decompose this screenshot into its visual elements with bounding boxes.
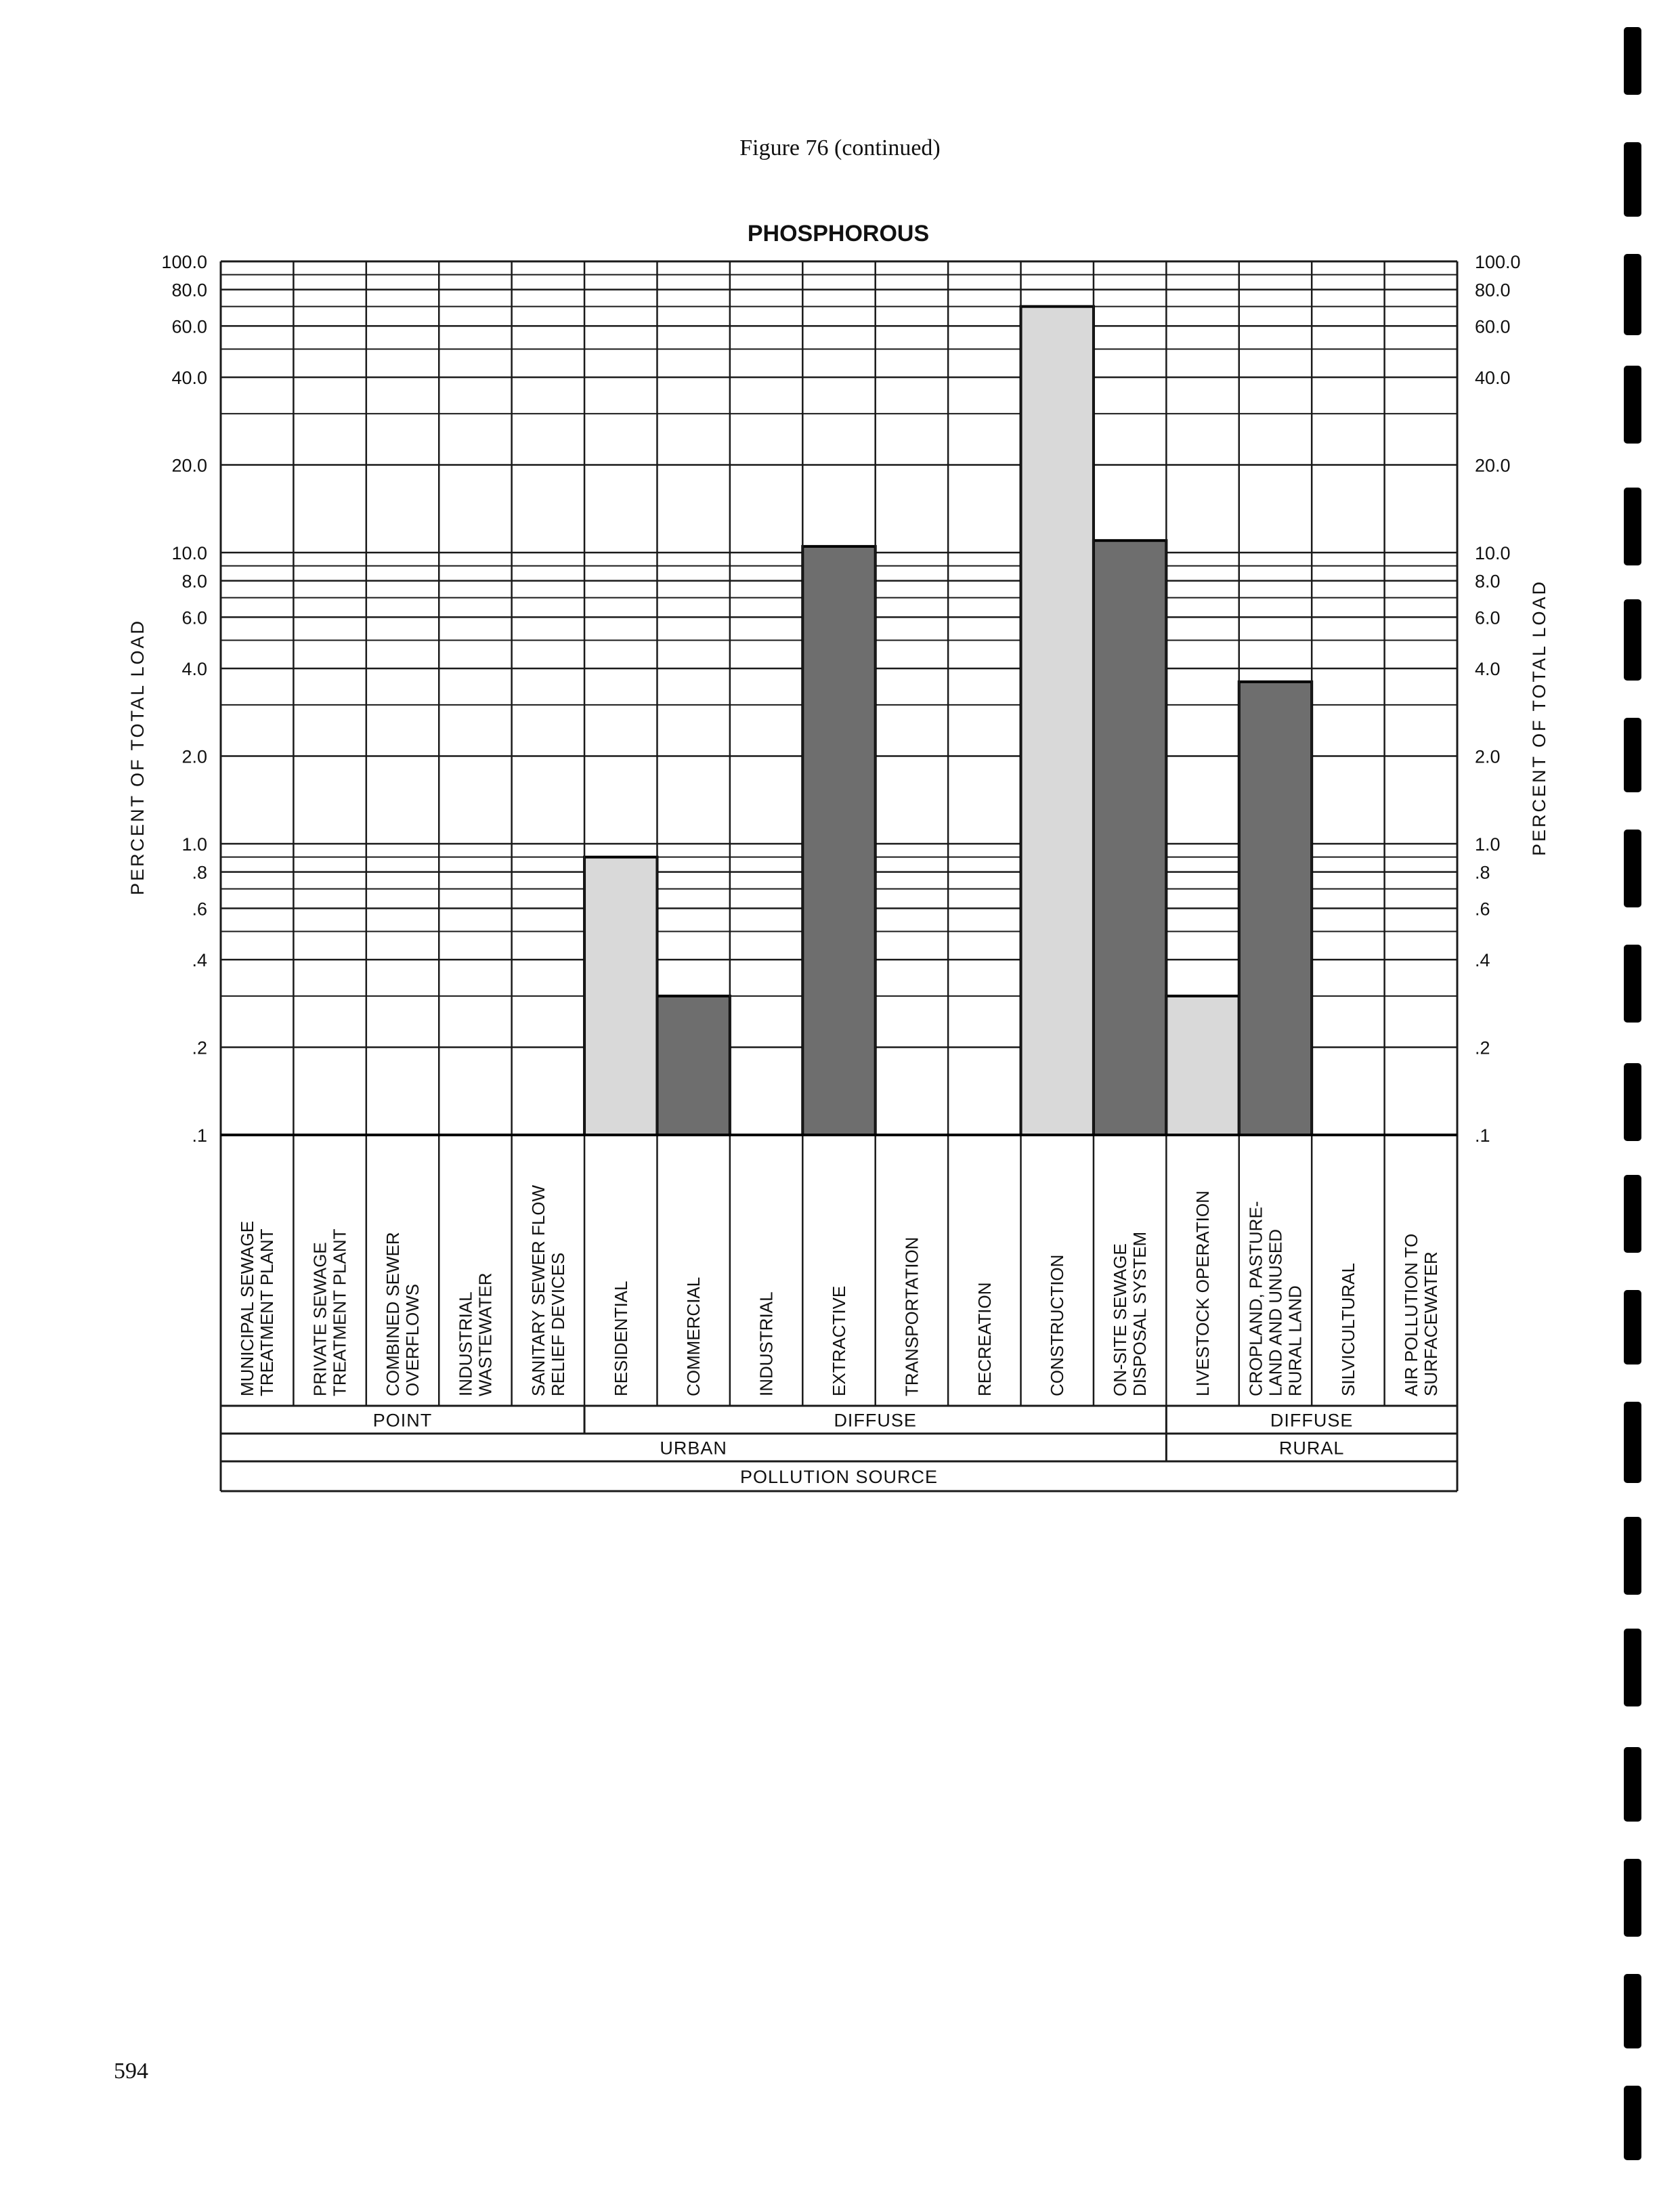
- y-tick-label-right: .4: [1475, 950, 1490, 971]
- category-label-line: DISPOSAL SYSTEM: [1129, 1231, 1150, 1396]
- y-tick-label-left: .8: [192, 862, 207, 883]
- category-label: [756, 1291, 777, 1396]
- binding-hole-mark: [1624, 27, 1641, 95]
- binding-hole-mark: [1624, 1517, 1641, 1595]
- y-tick-label-left: 1.0: [181, 834, 207, 855]
- category-label: [310, 1228, 350, 1396]
- y-tick-label-left: 60.0: [171, 316, 207, 337]
- bar-cropland-pasture-land-and-unused-rural-land: [1239, 682, 1312, 1135]
- category-label-line: LIVESTOCK OPERATION: [1192, 1190, 1213, 1396]
- category-label: [1047, 1255, 1067, 1396]
- category-label: [383, 1232, 423, 1396]
- category-label: [455, 1273, 495, 1396]
- category-label-line: EXTRACTIVE: [829, 1285, 849, 1396]
- category-label-line: PRIVATE SEWAGE: [309, 1242, 330, 1396]
- y-tick-label-left: 6.0: [181, 607, 207, 628]
- group-label: DIFFUSE: [834, 1410, 917, 1431]
- y-tick-label-right: 1.0: [1475, 834, 1501, 855]
- binding-hole-mark: [1624, 488, 1641, 565]
- category-label-line: RURAL LAND: [1285, 1285, 1306, 1396]
- category-label-line: INDUSTRIAL: [455, 1291, 476, 1396]
- category-label-line: MUNICIPAL SEWAGE: [237, 1220, 258, 1396]
- page-number: 594: [114, 2059, 148, 2084]
- category-label: [974, 1282, 995, 1396]
- y-tick-label-right: .2: [1475, 1037, 1490, 1058]
- category-label: [1110, 1232, 1150, 1396]
- category-label-line: COMBINED SEWER: [383, 1232, 404, 1396]
- y-tick-label-right: 10.0: [1475, 543, 1511, 563]
- category-label-line: SURFACEWATER: [1420, 1251, 1441, 1396]
- binding-hole-mark: [1624, 1175, 1641, 1253]
- y-axis-label-right: PERCENT OF TOTAL LOAD: [1529, 579, 1549, 857]
- y-tick-label-right: 6.0: [1475, 607, 1501, 628]
- y-tick-label-right: 20.0: [1475, 455, 1511, 476]
- category-label-line: RESIDENTIAL: [610, 1281, 631, 1396]
- y-tick-label-left: 4.0: [181, 659, 207, 680]
- group-label: RURAL: [1278, 1438, 1345, 1459]
- category-label-line: CROPLAND, PASTURE-: [1245, 1201, 1266, 1396]
- y-tick-label-right: 40.0: [1475, 368, 1511, 389]
- category-label: [901, 1237, 922, 1396]
- y-tick-label-left: 8.0: [181, 571, 207, 592]
- y-tick-label-left: 80.0: [171, 280, 207, 301]
- binding-hole-mark: [1624, 1402, 1641, 1483]
- y-tick-label-right: 60.0: [1475, 316, 1511, 337]
- binding-hole-mark: [1624, 142, 1641, 217]
- category-label-line: RELIEF DEVICES: [547, 1252, 568, 1396]
- category-label: [237, 1221, 277, 1396]
- y-tick-label-right: .1: [1475, 1125, 1490, 1146]
- group-label: URBAN: [660, 1438, 727, 1459]
- y-tick-label-left: .1: [192, 1125, 207, 1146]
- bar-on-site-sewage-disposal-system: [1094, 540, 1166, 1135]
- y-tick-label-left: .4: [192, 950, 207, 971]
- bar-commercial: [657, 996, 729, 1135]
- category-label: [1401, 1234, 1441, 1396]
- binding-hole-mark: [1624, 1063, 1641, 1141]
- bar-extractive: [802, 546, 875, 1135]
- y-tick-label-right: .6: [1475, 899, 1490, 920]
- y-tick-label-left: 40.0: [171, 368, 207, 389]
- category-label: [1338, 1263, 1358, 1396]
- group-label: DIFFUSE: [1270, 1410, 1354, 1431]
- y-tick-label-right: 100.0: [1475, 252, 1521, 272]
- category-label-line: TREATMENT PLANT: [329, 1228, 350, 1396]
- y-tick-label-left: 2.0: [181, 746, 207, 767]
- category-labels: [237, 1184, 1441, 1396]
- category-label-line: LAND AND UNUSED: [1265, 1228, 1286, 1396]
- binding-hole-mark: [1624, 945, 1641, 1023]
- category-label-line: RECREATION: [974, 1282, 995, 1396]
- category-label: [611, 1281, 631, 1397]
- category-label-line: AIR POLLUTION TO: [1400, 1233, 1421, 1396]
- category-label-line: WASTEWATER: [475, 1272, 496, 1396]
- y-axis-label-left: PERCENT OF TOTAL LOAD: [127, 618, 148, 896]
- y-tick-label-right: 80.0: [1475, 280, 1511, 301]
- figure-caption: Figure 76 (continued): [739, 135, 941, 160]
- y-tick-label-left: 20.0: [171, 455, 207, 476]
- bar-residential: [584, 857, 657, 1135]
- y-tick-label-left: .6: [192, 899, 207, 920]
- y-tick-label-right: 8.0: [1475, 571, 1501, 592]
- binding-hole-mark: [1624, 1859, 1641, 1937]
- category-label-line: INDUSTRIAL: [756, 1291, 777, 1396]
- binding-hole-mark: [1624, 254, 1641, 335]
- binding-hole-mark: [1624, 1629, 1641, 1706]
- y-tick-label-left: .2: [192, 1037, 207, 1058]
- y-tick-label-right: 2.0: [1475, 746, 1501, 767]
- category-label-line: CONSTRUCTION: [1047, 1254, 1068, 1396]
- category-label-line: SILVICULTURAL: [1337, 1263, 1358, 1396]
- bar-construction: [1021, 307, 1094, 1135]
- category-label-line: OVERFLOWS: [402, 1283, 423, 1396]
- bar-livestock-operation: [1166, 996, 1239, 1135]
- binding-hole-mark: [1624, 1974, 1641, 2048]
- category-label: [829, 1286, 849, 1396]
- binding-hole-mark: [1624, 2086, 1641, 2160]
- binding-hole-mark: [1624, 1290, 1641, 1364]
- y-tick-label-right: 4.0: [1475, 659, 1501, 680]
- category-label-line: COMMERCIAL: [683, 1276, 704, 1396]
- category-label-line: ON-SITE SEWAGE: [1110, 1243, 1131, 1396]
- category-label: [683, 1277, 704, 1396]
- binding-hole-mark: [1624, 599, 1641, 681]
- group-label: POINT: [372, 1410, 433, 1431]
- category-label: [528, 1184, 568, 1396]
- binding-hole-mark: [1624, 1747, 1641, 1822]
- category-label-line: TRANSPORTATION: [901, 1237, 922, 1396]
- y-tick-label-left: 100.0: [161, 252, 207, 272]
- category-label: [1245, 1201, 1305, 1396]
- category-label: [1192, 1190, 1213, 1396]
- group-label: POLLUTION SOURCE: [739, 1467, 939, 1487]
- category-label-line: TREATMENT PLANT: [257, 1228, 278, 1396]
- group-rows: [221, 1406, 1457, 1491]
- chart-title: PHOSPHOROUS: [747, 221, 930, 246]
- binding-hole-mark: [1624, 830, 1641, 907]
- binding-hole-mark: [1624, 718, 1641, 792]
- binding-hole-mark: [1624, 366, 1641, 444]
- y-tick-label-right: .8: [1475, 862, 1490, 883]
- category-label-line: SANITARY SEWER FLOW: [527, 1184, 548, 1396]
- y-tick-label-left: 10.0: [171, 543, 207, 563]
